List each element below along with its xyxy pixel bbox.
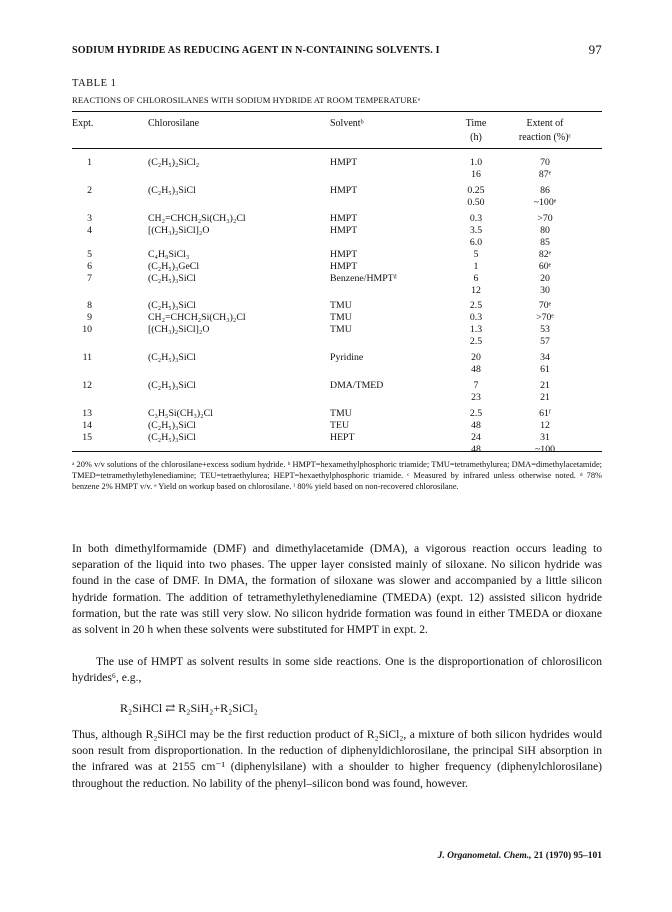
cell-expt: 11 bbox=[82, 352, 92, 363]
cell-expt: 5 bbox=[87, 249, 92, 260]
cell-extent: 31 bbox=[540, 432, 550, 443]
cell-solvent: HMPT bbox=[330, 225, 358, 236]
cell-time: 12 bbox=[471, 285, 481, 296]
cell-expt: 9 bbox=[87, 312, 92, 323]
table-top-rule bbox=[72, 111, 602, 112]
cell-extent: 70ᵉ bbox=[538, 300, 552, 311]
cell-time: 48 bbox=[471, 444, 481, 455]
running-head-title: SODIUM HYDRIDE AS REDUCING AGENT IN N-CONTAINING SOLVENTS. I bbox=[72, 45, 440, 56]
cell-time: 7 bbox=[473, 380, 479, 391]
header-solvent: Solventᵇ bbox=[330, 118, 364, 129]
cell-extent: 80 bbox=[540, 225, 550, 236]
cell-chlorosilane: (C₂H₅)₃SiCl bbox=[148, 432, 196, 443]
cell-chlorosilane: (C₂H₅)₃SiCl bbox=[148, 185, 196, 196]
cell-chlorosilane: CH₂=CHCH₂Si(CH₃)₂Cl bbox=[148, 213, 246, 224]
cell-expt: 13 bbox=[82, 408, 92, 419]
cell-extent: >70 bbox=[537, 213, 553, 224]
cell-solvent: HMPT bbox=[330, 185, 358, 196]
cell-chlorosilane: (C₂H₅)₃SiCl bbox=[148, 420, 196, 431]
cell-extent: ~100 bbox=[535, 444, 555, 455]
cell-time: 0.3 bbox=[469, 312, 483, 323]
cell-time: 3.5 bbox=[469, 225, 483, 236]
cell-chlorosilane: (C₂H₅)₃SiCl bbox=[148, 273, 196, 284]
cell-expt: 14 bbox=[82, 420, 92, 431]
table-header-rule bbox=[72, 148, 602, 149]
cell-chlorosilane: [(CH₃)₂SiCl]₂O bbox=[148, 225, 210, 236]
cell-time: 23 bbox=[471, 392, 481, 403]
cell-extent: 21 bbox=[540, 392, 550, 403]
cell-extent: 61 bbox=[540, 364, 550, 375]
journal-name: J. Organometal. Chem., bbox=[437, 851, 532, 861]
cell-extent: ~100ᵉ bbox=[533, 197, 557, 208]
cell-time: 0.50 bbox=[467, 197, 485, 208]
cell-solvent: HMPT bbox=[330, 157, 358, 168]
cell-extent: 21 bbox=[540, 380, 550, 391]
cell-extent: 87ᵉ bbox=[538, 169, 552, 180]
cell-extent: 85 bbox=[540, 237, 550, 248]
cell-solvent: TMU bbox=[330, 408, 352, 419]
paragraph: The use of HMPT as solvent results in some side reactions. One is the disproportionation of chlorosilicon hydrides⁶, e.g., bbox=[72, 655, 602, 685]
cell-extent: 20 bbox=[540, 273, 550, 284]
cell-solvent: HEPT bbox=[330, 432, 355, 443]
cell-solvent: TEU bbox=[330, 420, 350, 431]
cell-solvent: TMU bbox=[330, 312, 352, 323]
header-expt: Expt. bbox=[72, 118, 94, 129]
cell-expt: 3 bbox=[87, 213, 92, 224]
cell-solvent: TMU bbox=[330, 300, 352, 311]
cell-extent: 82ᵉ bbox=[538, 249, 552, 260]
cell-expt: 1 bbox=[87, 157, 92, 168]
journal-citation bbox=[438, 851, 602, 861]
running-head bbox=[72, 44, 602, 60]
cell-time: 1.3 bbox=[469, 324, 483, 335]
equation: R₂SiHCl ⇄ R₂SiH₂+R₂SiCl₂ bbox=[120, 701, 258, 715]
cell-time: 5 bbox=[473, 249, 479, 260]
cell-extent: 30 bbox=[540, 285, 550, 296]
cell-expt: 15 bbox=[82, 432, 92, 443]
journal-volume: 21 (1970) 95–101 bbox=[533, 851, 602, 861]
cell-extent: 60ᵉ bbox=[538, 261, 552, 272]
cell-time: 1 bbox=[473, 261, 479, 272]
cell-time: 0.3 bbox=[469, 213, 483, 224]
cell-time: 2.5 bbox=[469, 336, 483, 347]
cell-chlorosilane: C₃H₅Si(CH₃)₂Cl bbox=[148, 408, 213, 419]
cell-time: 24 bbox=[471, 432, 481, 443]
cell-chlorosilane: (C₂H₅)₃SiCl bbox=[148, 352, 196, 363]
cell-solvent: DMA/TMED bbox=[330, 380, 384, 391]
cell-time: 1.0 bbox=[469, 157, 483, 168]
header-chlorosilane: Chlorosilane bbox=[148, 118, 200, 129]
cell-solvent: Pyridine bbox=[330, 352, 364, 363]
header-time: Time bbox=[465, 118, 487, 129]
cell-chlorosilane: (C₂H₅)₃GeCl bbox=[148, 261, 200, 272]
cell-time: 16 bbox=[471, 169, 481, 180]
cell-chlorosilane: (C₂H₅)₂SiCl₂ bbox=[148, 157, 200, 168]
cell-expt: 6 bbox=[87, 261, 92, 272]
cell-chlorosilane: (C₂H₅)₃SiCl bbox=[148, 300, 196, 311]
cell-extent: 53 bbox=[540, 324, 550, 335]
cell-extent: 61ᶠ bbox=[539, 408, 551, 419]
cell-chlorosilane: (C₂H₅)₃SiCl bbox=[148, 380, 196, 391]
cell-extent: 12 bbox=[540, 420, 550, 431]
cell-extent: 70 bbox=[540, 157, 550, 168]
cell-solvent: HMPT bbox=[330, 213, 358, 224]
table-caption: REACTIONS OF CHLOROSILANES WITH SODIUM HYDRIDE AT ROOM TEMPERATUREᵃ bbox=[72, 95, 421, 105]
cell-extent: 34 bbox=[540, 352, 550, 363]
cell-chlorosilane: [(CH₃)₂SiCl]₂O bbox=[148, 324, 210, 335]
cell-time: 6.0 bbox=[469, 237, 483, 248]
cell-extent: >70ᵉ bbox=[536, 312, 554, 323]
cell-time: 0.25 bbox=[467, 185, 485, 196]
cell-time: 6 bbox=[473, 273, 479, 284]
cell-solvent: Benzene/HMPTᵈ bbox=[330, 273, 397, 284]
cell-time: 2.5 bbox=[469, 300, 483, 311]
cell-expt: 12 bbox=[82, 380, 92, 391]
cell-expt: 8 bbox=[87, 300, 92, 311]
page-number: 97 bbox=[588, 42, 602, 57]
cell-chlorosilane: C₄H₉SiCl₃ bbox=[148, 249, 190, 260]
cell-expt: 2 bbox=[87, 185, 92, 196]
cell-expt: 7 bbox=[87, 273, 92, 284]
cell-time: 48 bbox=[471, 420, 481, 431]
cell-solvent: TMU bbox=[330, 324, 352, 335]
cell-solvent: HMPT bbox=[330, 249, 358, 260]
cell-extent: 57 bbox=[540, 336, 550, 347]
table-bottom-rule bbox=[72, 451, 602, 452]
header-extent: Extent of bbox=[526, 118, 564, 129]
header-time-unit: (h) bbox=[470, 132, 482, 143]
paragraph: Thus, although R₂SiHCl may be the first reduction product of R₂SiCl₂, a mixture of both silicon hydrides would soon result from disproportionation. In the reduction of diphenyldichlorosilane, the principal SiH absorption in the infrared was at 2155 cm⁻¹ (diphenylsilane) with a shoulder to higher frequency (diphenylchlorosilane) throughout the reduction. No lability of the phenyl–silicon bond was found, however. bbox=[72, 728, 602, 790]
cell-time: 2.5 bbox=[469, 408, 483, 419]
cell-chlorosilane: CH₂=CHCH₂Si(CH₃)₂Cl bbox=[148, 312, 246, 323]
paragraph: In both dimethylformamide (DMF) and dimethylacetamide (DMA), a vigorous reaction occurs leading to separation of the liquid into two phases. The upper layer consisted mainly of siloxane. No silicon hydride was found in the case of DMF. In DMA, the formation of siloxane was slower and accompanied by a little silicon hydride formation. The addition of tetramethylethylenediamine (TMEDA) (expt. 12) assisted silicon hydride formation, but the rate was still very slow. No silicon hydride formation was found in either TMEDA or dioxane as solvent in 20 h when these solvents were substituted for HMPT in expt. 2. bbox=[72, 542, 602, 637]
table-label: TABLE 1 bbox=[72, 78, 117, 89]
cell-solvent: HMPT bbox=[330, 261, 358, 272]
cell-expt: 4 bbox=[87, 225, 92, 236]
table-footnotes: ᵃ 20% v/v solutions of the chlorosilane+excess sodium hydride. ᵇ HMPT=hexamethylphosphoric triamide; TMU=tetramethylurea; DMA=dimethylacetamide; TMED=tetramethylethylenediamine; TEU=tetraethylurea; HEPT=hexaethylphosphoric triamide. ᶜ Measured by infrared unless otherwise noted. ᵈ 78% benzene 2% HMPT v/v. ᵉ Yield on workup based on chlorosilane. ᶠ 80% yield based on non-recovered chlorosilane. bbox=[72, 460, 602, 491]
cell-extent: 86 bbox=[540, 185, 550, 196]
header-extent-unit: reaction (%)ᶜ bbox=[518, 132, 572, 143]
cell-time: 48 bbox=[471, 364, 481, 375]
cell-expt: 10 bbox=[82, 324, 92, 335]
cell-time: 20 bbox=[471, 352, 481, 363]
